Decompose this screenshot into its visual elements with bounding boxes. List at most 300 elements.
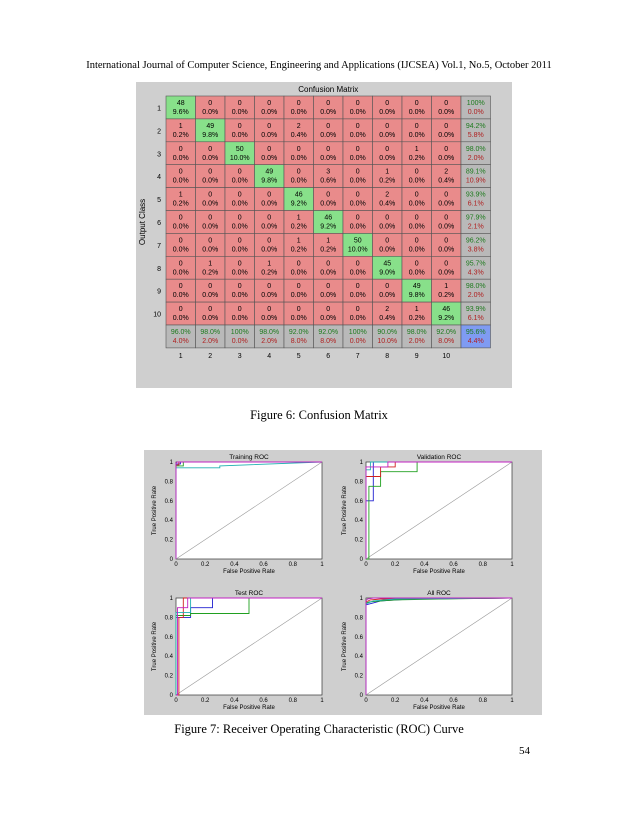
row-summary-cell-count: 93.9%: [465, 306, 486, 314]
matrix-cell-count: 49: [265, 168, 274, 176]
column-summary-cell-count: 92.0%: [436, 329, 457, 336]
matrix-cell-percent: 0.0%: [438, 269, 455, 277]
matrix-cell-percent: 0.0%: [379, 154, 396, 162]
matrix-cell-count: 0: [385, 145, 390, 153]
matrix-cell-percent: 0.0%: [408, 131, 425, 139]
matrix-cell-percent: 0.2%: [202, 269, 219, 277]
matrix-cell-percent: 9.2%: [290, 200, 307, 208]
confusion-matrix-figure: [136, 82, 512, 388]
column-tick-label: 9: [414, 352, 419, 360]
matrix-cell-percent: 0.0%: [172, 223, 189, 231]
roc-x-tick-label: 0: [364, 562, 368, 568]
roc-x-tick-label: 1: [320, 562, 324, 568]
column-summary-cell-percent: 8.0%: [438, 338, 455, 345]
roc-figure: [144, 450, 542, 715]
matrix-cell-percent: 0.0%: [408, 246, 425, 254]
page-number: 54: [519, 745, 530, 757]
roc-x-tick-label: 0.2: [201, 562, 210, 568]
column-summary-cell-count: 92.0%: [288, 329, 309, 336]
matrix-cell-count: 0: [326, 145, 331, 153]
matrix-cell-percent: 0.2%: [290, 223, 307, 231]
matrix-cell-percent: 0.0%: [379, 131, 396, 139]
matrix-cell-count: 1: [296, 237, 301, 245]
matrix-cell-percent: 0.0%: [320, 154, 337, 162]
column-summary-cell-percent: 10.0%: [377, 338, 398, 345]
row-summary-cell-count: 94.2%: [465, 122, 486, 130]
matrix-cell-count: 0: [355, 260, 360, 268]
roc-x-axis-label: False Positive Rate: [223, 705, 275, 711]
matrix-cell-percent: 10.0%: [229, 154, 250, 162]
column-tick-label: 2: [208, 352, 213, 360]
matrix-cell-count: 0: [208, 191, 213, 199]
roc-x-tick-label: 1: [510, 562, 514, 568]
row-tick-label: 1: [157, 105, 161, 113]
matrix-cell-count: 0: [178, 237, 183, 245]
matrix-cell-count: 0: [414, 214, 419, 222]
matrix-cell-percent: 0.0%: [349, 154, 366, 162]
matrix-cell-count: 0: [237, 214, 242, 222]
matrix-cell-count: 46: [324, 214, 333, 222]
matrix-cell-count: 0: [267, 100, 272, 107]
roc-y-tick-label: 0.4: [164, 518, 173, 525]
matrix-cell-count: 0: [385, 122, 390, 130]
column-tick-label: 1: [178, 352, 183, 360]
matrix-cell-count: 0: [178, 145, 183, 153]
matrix-cell-count: 0: [355, 122, 360, 130]
roc-x-tick-label: 0.4: [420, 562, 429, 568]
roc-x-tick-label: 0.2: [201, 698, 210, 704]
column-summary-cell-percent: 0.0%: [349, 338, 366, 345]
matrix-cell-count: 0: [444, 191, 449, 199]
matrix-cell-count: 0: [296, 100, 301, 107]
matrix-cell-percent: 9.2%: [320, 223, 337, 231]
column-tick-label: 8: [385, 352, 390, 360]
matrix-cell-percent: 0.0%: [231, 223, 248, 231]
row-tick-label: 2: [157, 128, 161, 136]
matrix-cell-count: 0: [237, 100, 242, 107]
row-summary-cell-percent: 2.0%: [467, 154, 484, 162]
matrix-cell-count: 0: [444, 237, 449, 245]
column-summary-cell-percent: 2.0%: [261, 338, 278, 345]
matrix-cell-percent: 0.0%: [408, 200, 425, 208]
matrix-cell-percent: 0.0%: [202, 246, 219, 254]
matrix-cell-percent: 0.2%: [408, 315, 425, 323]
matrix-cell-count: 0: [267, 237, 272, 245]
matrix-cell-percent: 0.0%: [172, 154, 189, 162]
matrix-cell-percent: 0.2%: [290, 246, 307, 254]
column-tick-label: 6: [326, 352, 331, 360]
matrix-cell-percent: 0.2%: [438, 292, 455, 300]
row-summary-cell-percent: 6.1%: [467, 315, 484, 323]
matrix-cell-percent: 0.0%: [349, 200, 366, 208]
matrix-cell-count: 48: [176, 100, 185, 107]
row-tick-label: 6: [157, 219, 161, 227]
matrix-cell-percent: 0.0%: [349, 223, 366, 231]
matrix-cell-count: 0: [178, 168, 183, 176]
roc-panel-title: Test ROC: [234, 590, 264, 597]
matrix-cell-count: 0: [208, 237, 213, 245]
roc-panel-title: Training ROC: [229, 454, 269, 461]
matrix-cell-count: 0: [414, 168, 419, 176]
roc-curves-chart: [144, 450, 542, 715]
roc-panel: [152, 454, 324, 575]
row-summary-cell-count: 98.0%: [465, 283, 486, 291]
matrix-cell-percent: 0.0%: [408, 223, 425, 231]
matrix-cell-count: 1: [296, 214, 301, 222]
matrix-cell-count: 49: [206, 122, 215, 130]
roc-x-tick-label: 0: [364, 698, 368, 704]
roc-x-tick-label: 0: [174, 562, 178, 568]
column-summary-cell-percent: 8.0%: [290, 338, 307, 345]
roc-x-tick-label: 0.6: [259, 698, 268, 704]
matrix-cell-count: 50: [353, 237, 362, 245]
roc-y-axis-label: True Positive Rate: [152, 621, 158, 672]
matrix-cell-percent: 0.0%: [290, 269, 307, 277]
matrix-cell-percent: 0.0%: [349, 109, 366, 116]
roc-panel: [342, 590, 514, 711]
matrix-cell-percent: 0.2%: [408, 154, 425, 162]
matrix-cell-count: 0: [355, 214, 360, 222]
matrix-cell-percent: 0.4%: [379, 315, 396, 323]
matrix-cell-count: 50: [235, 145, 244, 153]
matrix-cell-count: 1: [444, 283, 449, 291]
roc-x-tick-label: 1: [320, 698, 324, 704]
matrix-cell-count: 1: [208, 260, 213, 268]
matrix-cell-percent: 9.0%: [379, 269, 396, 277]
matrix-cell-count: 0: [208, 145, 213, 153]
row-summary-cell-percent: 6.1%: [467, 200, 484, 208]
matrix-cell-percent: 9.8%: [261, 177, 278, 185]
matrix-cell-count: 0: [267, 191, 272, 199]
row-tick-label: 3: [157, 151, 161, 159]
matrix-cell-percent: 0.0%: [320, 200, 337, 208]
matrix-cell-count: 0: [237, 237, 242, 245]
matrix-cell-percent: 0.0%: [320, 292, 337, 300]
column-summary-cell-count: 98.0%: [259, 329, 280, 336]
matrix-cell-percent: 0.0%: [231, 246, 248, 254]
roc-x-tick-label: 0.8: [478, 562, 487, 568]
matrix-cell-count: 0: [178, 214, 183, 222]
column-summary-cell-count: 100%: [348, 329, 367, 336]
column-tick-label: 10: [442, 352, 451, 360]
matrix-cell-percent: 0.0%: [290, 292, 307, 300]
matrix-cell-percent: 0.4%: [379, 200, 396, 208]
matrix-cell-count: 0: [267, 214, 272, 222]
column-tick-label: 7: [355, 352, 360, 360]
roc-x-tick-label: 0.8: [288, 562, 297, 568]
roc-x-tick-label: 0.2: [391, 562, 400, 568]
roc-y-tick-label: 0.8: [164, 615, 173, 622]
row-tick-label: 9: [157, 288, 161, 296]
matrix-cell-count: 0: [414, 237, 419, 245]
matrix-cell-percent: 0.0%: [320, 109, 337, 116]
roc-y-tick-label: 0.2: [164, 537, 173, 544]
roc-y-tick-label: 0.4: [164, 654, 173, 661]
matrix-cell-percent: 0.0%: [349, 269, 366, 277]
roc-x-tick-label: 1: [510, 698, 514, 704]
confusion-y-axis-label: Output Class: [138, 198, 147, 246]
matrix-cell-count: 0: [385, 214, 390, 222]
matrix-cell-count: 0: [237, 191, 242, 199]
row-summary-cell-count: 100%: [466, 100, 485, 107]
column-tick-label: 3: [237, 352, 242, 360]
roc-y-tick-label: 0.2: [354, 537, 363, 544]
roc-x-tick-label: 0: [174, 698, 178, 704]
roc-panel: [342, 454, 514, 575]
matrix-cell-count: 0: [237, 260, 242, 268]
row-summary-cell-percent: 4.3%: [467, 269, 484, 277]
matrix-cell-percent: 0.0%: [261, 154, 278, 162]
matrix-cell-percent: 0.0%: [290, 315, 307, 323]
roc-y-tick-label: 0: [359, 557, 363, 563]
matrix-cell-percent: 0.0%: [202, 200, 219, 208]
roc-y-tick-label: 0.8: [164, 479, 173, 486]
row-summary-cell-percent: 5.8%: [467, 131, 484, 139]
matrix-cell-count: 2: [385, 306, 390, 314]
matrix-cell-percent: 0.0%: [379, 246, 396, 254]
roc-y-tick-label: 0: [359, 693, 363, 699]
matrix-cell-percent: 0.0%: [290, 109, 307, 116]
matrix-cell-percent: 0.0%: [231, 292, 248, 300]
row-summary-cell-percent: 3.8%: [467, 246, 484, 254]
roc-y-axis-label: True Positive Rate: [342, 485, 348, 536]
matrix-cell-count: 0: [267, 145, 272, 153]
matrix-cell-percent: 0.0%: [231, 200, 248, 208]
matrix-cell-percent: 9.8%: [408, 292, 425, 300]
matrix-cell-count: 3: [326, 168, 331, 176]
matrix-cell-count: 0: [355, 283, 360, 291]
roc-y-tick-label: 0: [169, 557, 173, 563]
matrix-cell-percent: 0.2%: [320, 246, 337, 254]
matrix-cell-count: 0: [326, 283, 331, 291]
matrix-cell-percent: 0.0%: [349, 292, 366, 300]
matrix-cell-count: 0: [385, 100, 390, 107]
matrix-cell-percent: 0.0%: [172, 269, 189, 277]
matrix-cell-count: 0: [444, 100, 449, 107]
matrix-cell-percent: 0.0%: [438, 109, 455, 116]
matrix-cell-percent: 9.2%: [438, 315, 455, 323]
roc-x-tick-label: 0.8: [288, 698, 297, 704]
roc-y-tick-label: 0.6: [354, 634, 363, 641]
matrix-cell-count: 0: [385, 283, 390, 291]
matrix-cell-percent: 0.2%: [172, 200, 189, 208]
matrix-cell-count: 46: [294, 191, 303, 199]
confusion-matrix-title: Confusion Matrix: [298, 85, 359, 94]
matrix-cell-percent: 0.0%: [172, 246, 189, 254]
matrix-cell-count: 0: [414, 260, 419, 268]
matrix-cell-percent: 0.0%: [320, 131, 337, 139]
matrix-cell-percent: 0.0%: [261, 223, 278, 231]
matrix-cell-percent: 0.0%: [290, 154, 307, 162]
matrix-cell-count: 0: [296, 168, 301, 176]
row-summary-cell-count: 97.9%: [465, 214, 486, 222]
column-summary-cell-count: 90.0%: [377, 329, 398, 336]
matrix-cell-count: 0: [326, 191, 331, 199]
matrix-cell-percent: 0.0%: [202, 223, 219, 231]
roc-y-axis-label: True Positive Rate: [342, 621, 348, 672]
matrix-cell-count: 0: [208, 306, 213, 314]
matrix-cell-percent: 0.0%: [172, 177, 189, 185]
matrix-cell-percent: 9.8%: [202, 131, 219, 139]
matrix-cell-count: 2: [385, 191, 390, 199]
matrix-cell-percent: 0.0%: [349, 315, 366, 323]
roc-y-tick-label: 1: [359, 460, 363, 466]
roc-y-tick-label: 0: [169, 693, 173, 699]
roc-y-tick-label: 0.8: [354, 615, 363, 622]
roc-y-tick-label: 0.2: [354, 673, 363, 680]
matrix-cell-percent: 0.4%: [290, 131, 307, 139]
matrix-cell-count: 0: [237, 306, 242, 314]
matrix-cell-percent: 0.0%: [231, 269, 248, 277]
matrix-cell-percent: 9.6%: [172, 109, 189, 116]
roc-x-tick-label: 0.4: [230, 562, 239, 568]
matrix-cell-percent: 0.2%: [261, 269, 278, 277]
row-tick-label: 10: [153, 311, 161, 319]
matrix-cell-count: 1: [414, 306, 419, 314]
matrix-cell-count: 0: [414, 100, 419, 107]
matrix-cell-percent: 0.0%: [172, 315, 189, 323]
matrix-cell-count: 0: [208, 168, 213, 176]
matrix-cell-percent: 0.0%: [408, 177, 425, 185]
matrix-cell-percent: 0.0%: [438, 246, 455, 254]
matrix-cell-percent: 0.2%: [172, 131, 189, 139]
matrix-cell-count: 0: [237, 283, 242, 291]
matrix-cell-percent: 0.0%: [261, 200, 278, 208]
matrix-cell-percent: 0.0%: [290, 177, 307, 185]
roc-x-tick-label: 0.6: [449, 562, 458, 568]
matrix-cell-count: 0: [355, 191, 360, 199]
row-tick-label: 5: [157, 197, 161, 205]
column-summary-cell-count: 96.0%: [170, 329, 191, 336]
matrix-cell-count: 0: [414, 191, 419, 199]
column-summary-cell-count: 92.0%: [318, 329, 339, 336]
roc-panel-title: Validation ROC: [416, 454, 462, 461]
matrix-cell-count: 0: [444, 260, 449, 268]
roc-panel-title: All ROC: [427, 590, 451, 597]
column-summary-cell-percent: 2.0%: [408, 338, 425, 345]
matrix-cell-count: 49: [412, 283, 421, 291]
matrix-cell-count: 0: [208, 214, 213, 222]
row-summary-cell-percent: 2.0%: [467, 292, 484, 300]
matrix-cell-percent: 10.0%: [347, 246, 368, 254]
row-tick-label: 4: [157, 174, 161, 182]
matrix-cell-percent: 0.0%: [438, 200, 455, 208]
roc-y-tick-label: 1: [169, 596, 173, 602]
matrix-cell-count: 0: [208, 283, 213, 291]
roc-y-tick-label: 0.6: [164, 498, 173, 505]
matrix-cell-count: 1: [326, 237, 331, 245]
column-summary-cell-count: 98.0%: [406, 329, 427, 336]
matrix-cell-percent: 0.0%: [379, 223, 396, 231]
matrix-cell-count: 0: [296, 283, 301, 291]
matrix-cell-count: 1: [385, 168, 390, 176]
matrix-cell-percent: 0.0%: [202, 315, 219, 323]
matrix-cell-count: 0: [326, 100, 331, 107]
column-tick-label: 5: [296, 352, 301, 360]
matrix-cell-percent: 0.0%: [261, 246, 278, 254]
matrix-cell-count: 0: [267, 306, 272, 314]
matrix-cell-count: 0: [267, 283, 272, 291]
matrix-cell-count: 0: [444, 145, 449, 153]
overall-accuracy-cell-count: 95.6%: [465, 329, 486, 336]
row-summary-cell-count: 93.9%: [465, 191, 486, 199]
matrix-cell-percent: 0.0%: [408, 109, 425, 116]
roc-y-tick-label: 0.4: [354, 654, 363, 661]
roc-x-tick-label: 0.2: [391, 698, 400, 704]
matrix-cell-percent: 0.4%: [438, 177, 455, 185]
matrix-cell-count: 0: [326, 306, 331, 314]
matrix-cell-percent: 0.0%: [261, 109, 278, 116]
journal-header: International Journal of Computer Science, Engineering and Applications (IJCSEA) Vol.1, No.5, October 2011: [86, 60, 552, 71]
column-summary-cell-percent: 4.0%: [172, 338, 189, 345]
matrix-cell-count: 0: [385, 237, 390, 245]
column-summary-cell-percent: 8.0%: [320, 338, 337, 345]
matrix-cell-percent: 0.0%: [261, 292, 278, 300]
matrix-cell-count: 0: [237, 122, 242, 130]
matrix-cell-percent: 0.0%: [408, 269, 425, 277]
matrix-cell-percent: 0.0%: [320, 269, 337, 277]
matrix-cell-percent: 0.0%: [320, 315, 337, 323]
matrix-cell-percent: 0.0%: [261, 315, 278, 323]
matrix-cell-count: 1: [267, 260, 272, 268]
row-summary-cell-percent: 10.9%: [465, 177, 486, 185]
roc-y-tick-label: 0.4: [354, 518, 363, 525]
matrix-cell-percent: 0.0%: [231, 131, 248, 139]
matrix-cell-count: 0: [326, 260, 331, 268]
column-summary-cell-percent: 2.0%: [202, 338, 219, 345]
row-tick-label: 7: [157, 242, 161, 250]
roc-x-tick-label: 0.6: [449, 698, 458, 704]
matrix-cell-count: 0: [267, 122, 272, 130]
matrix-cell-percent: 0.0%: [202, 154, 219, 162]
row-summary-cell-count: 98.0%: [465, 145, 486, 153]
overall-accuracy-cell-percent: 4.4%: [467, 338, 484, 345]
roc-y-tick-label: 1: [169, 460, 173, 466]
row-summary-cell-percent: 0.0%: [467, 109, 484, 116]
roc-y-tick-label: 0.6: [164, 634, 173, 641]
matrix-cell-count: 0: [355, 306, 360, 314]
matrix-cell-percent: 0.0%: [202, 292, 219, 300]
matrix-cell-percent: 0.2%: [379, 177, 396, 185]
row-summary-cell-count: 95.7%: [465, 260, 486, 268]
roc-x-tick-label: 0.4: [230, 698, 239, 704]
confusion-matrix-chart: [136, 82, 512, 388]
roc-y-axis-label: True Positive Rate: [152, 485, 158, 536]
matrix-cell-percent: 0.0%: [438, 131, 455, 139]
matrix-cell-count: 0: [296, 260, 301, 268]
roc-y-tick-label: 0.6: [354, 498, 363, 505]
matrix-cell-count: 0: [178, 260, 183, 268]
matrix-cell-percent: 0.0%: [231, 315, 248, 323]
row-summary-cell-count: 96.2%: [465, 237, 486, 245]
column-summary-cell-count: 98.0%: [200, 329, 221, 336]
matrix-cell-count: 46: [442, 306, 451, 314]
matrix-cell-count: 0: [237, 168, 242, 176]
matrix-cell-percent: 0.0%: [261, 131, 278, 139]
row-tick-label: 8: [157, 265, 161, 273]
column-summary-cell-percent: 0.0%: [231, 338, 248, 345]
figure6-caption: Figure 6: Confusion Matrix: [250, 408, 388, 422]
matrix-cell-count: 0: [326, 122, 331, 130]
matrix-cell-count: 1: [178, 122, 183, 130]
matrix-cell-count: 0: [355, 168, 360, 176]
matrix-cell-count: 0: [178, 306, 183, 314]
matrix-cell-percent: 0.0%: [231, 109, 248, 116]
matrix-cell-count: 0: [355, 100, 360, 107]
matrix-cell-count: 0: [444, 214, 449, 222]
row-summary-cell-count: 89.1%: [465, 168, 486, 176]
figure7-caption: Figure 7: Receiver Operating Characteristic (ROC) Curve: [174, 722, 464, 736]
